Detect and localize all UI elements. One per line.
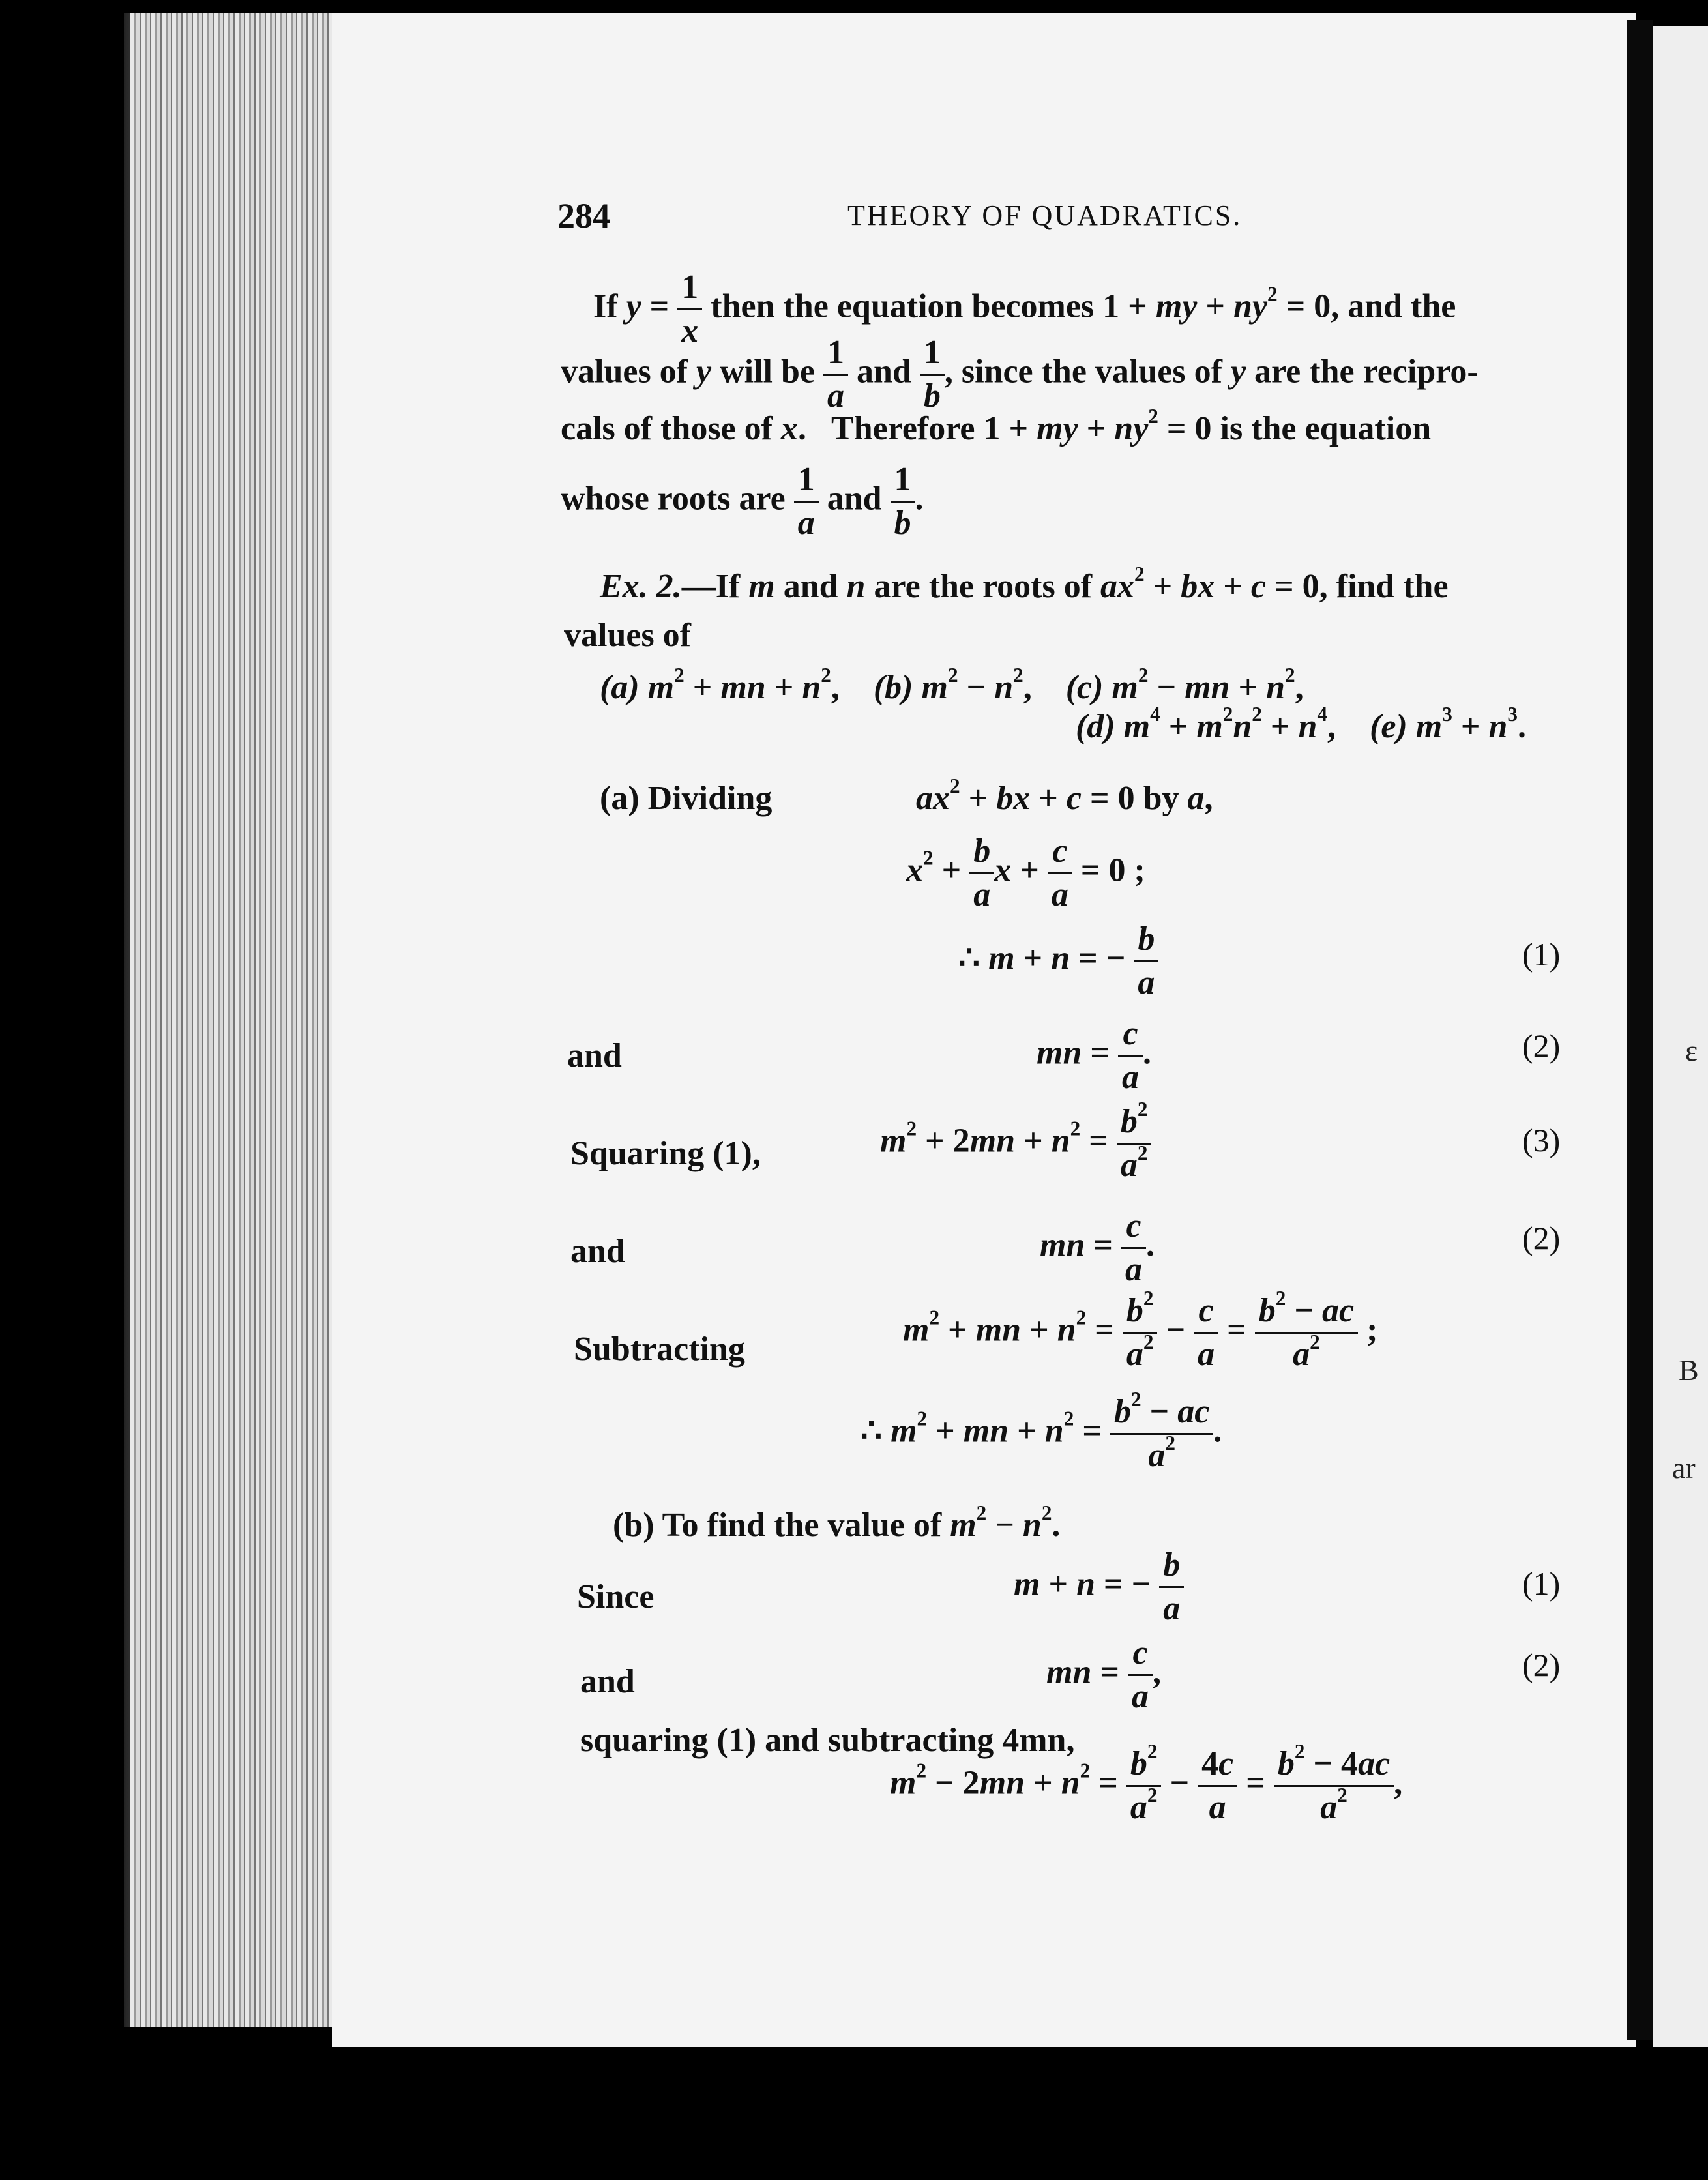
intro-line-3: cals of those of x. Therefore 1 + my + $ny^2 = 0$ is the equation bbox=[561, 405, 1432, 447]
example-2-parts-2: (d) $m^4 + m^2n^2 + n^4$, (e) $m^3 + n^3$. bbox=[1076, 703, 1526, 745]
equation-tag: (1) bbox=[1522, 936, 1561, 973]
equation-tag: (1) bbox=[1522, 1565, 1561, 1602]
part-b-heading: (b) To find the value of $m^2 - n^2$. bbox=[613, 1501, 1061, 1544]
equation-product-of-roots: mn = $\frac{c}{a}$ . bbox=[1037, 1015, 1152, 1096]
equation-normalized: $x^2$ + $\frac{b}{a}$ x + $\frac{c}{a}$ = 0 ; bbox=[906, 832, 1145, 913]
subtracting-label: Subtracting bbox=[574, 1331, 745, 1368]
equation-product-repeat: mn = $\frac{c}{a}$ . bbox=[1040, 1207, 1155, 1288]
equation-tag: (2) bbox=[1522, 1027, 1561, 1064]
facing-page-edge: ε B ar bbox=[1653, 26, 1708, 2047]
equation-sum-of-roots: ∴ m + n = − $\frac{b}{a}$ bbox=[958, 922, 1158, 1000]
and-label: and bbox=[580, 1663, 635, 1700]
example-2-line-2: values of bbox=[564, 617, 691, 654]
equation-tag: (2) bbox=[1522, 1220, 1561, 1256]
page-number: 284 bbox=[557, 196, 610, 235]
example-2-line-1: Ex. 2.—If m and n are the roots of $ax^2$ + bx + c = 0, find the bbox=[600, 563, 1449, 605]
squaring-label: Squaring (1), bbox=[570, 1135, 761, 1172]
since-label: Since bbox=[577, 1578, 655, 1615]
intro-line-1: If y = $\frac{1}{x}$ then the equation becomes 1 + my + $ny^2 = 0$, and the bbox=[593, 269, 1456, 349]
and-label: and bbox=[567, 1037, 622, 1074]
book-gutter bbox=[1627, 20, 1653, 2040]
equation-difference-squared: $m^2 - 2mn + n^2$ = $\frac{b^2}{a^2}$ − $\frac{4c}{a}$ = $\frac{b^2 - 4ac}{a^2}$ , bbox=[890, 1740, 1403, 1826]
equation-squared: $m^2 + 2mn + n^2$ = $\frac{b^2}{a^2}$ bbox=[880, 1105, 1151, 1183]
equation-sum-repeat: m + n = − $\frac{b}{a}$ bbox=[1014, 1548, 1184, 1626]
and-label: and bbox=[570, 1233, 625, 1270]
running-title: THEORY OF QUADRATICS. bbox=[847, 199, 1243, 231]
squaring-subtracting-label: squaring (1) and subtracting 4mn, bbox=[580, 1722, 1075, 1759]
equation-result-a: ∴ $m^2$ + mn + $n^2$ = $\frac{b^2 - ac}{a^2}$ . bbox=[861, 1388, 1222, 1474]
equation-tag: (2) bbox=[1522, 1647, 1561, 1683]
equation-product-repeat-b: mn = $\frac{c}{a}$ , bbox=[1046, 1634, 1162, 1715]
example-2-parts-1: (a) $m^2$ + mn + $n^2$, (b) $m^2 - n^2$, (c) $m^2$ − mn + $n^2$, bbox=[600, 664, 1304, 706]
book-page-edges bbox=[130, 13, 339, 2027]
intro-line-2: values of y will be $\frac{1}{a}$ and $\frac{1}{b}$ , since the values of y are the recipro- bbox=[561, 334, 1479, 415]
intro-line-4: whose roots are $\frac{1}{a}$ and $\frac{1}{b}$ . bbox=[561, 461, 924, 542]
step-dividing-equation: $ax^2$ + bx + c = 0 by a, bbox=[916, 774, 1213, 817]
step-dividing-label: (a) Dividing bbox=[600, 780, 773, 817]
equation-tag: (3) bbox=[1522, 1122, 1561, 1158]
equation-subtracted: $m^2$ + mn + $n^2$ = $\frac{b^2}{a^2}$ − $\frac{c}{a}$ = $\frac{b^2 - ac}{a^2}$ ; bbox=[903, 1287, 1378, 1373]
